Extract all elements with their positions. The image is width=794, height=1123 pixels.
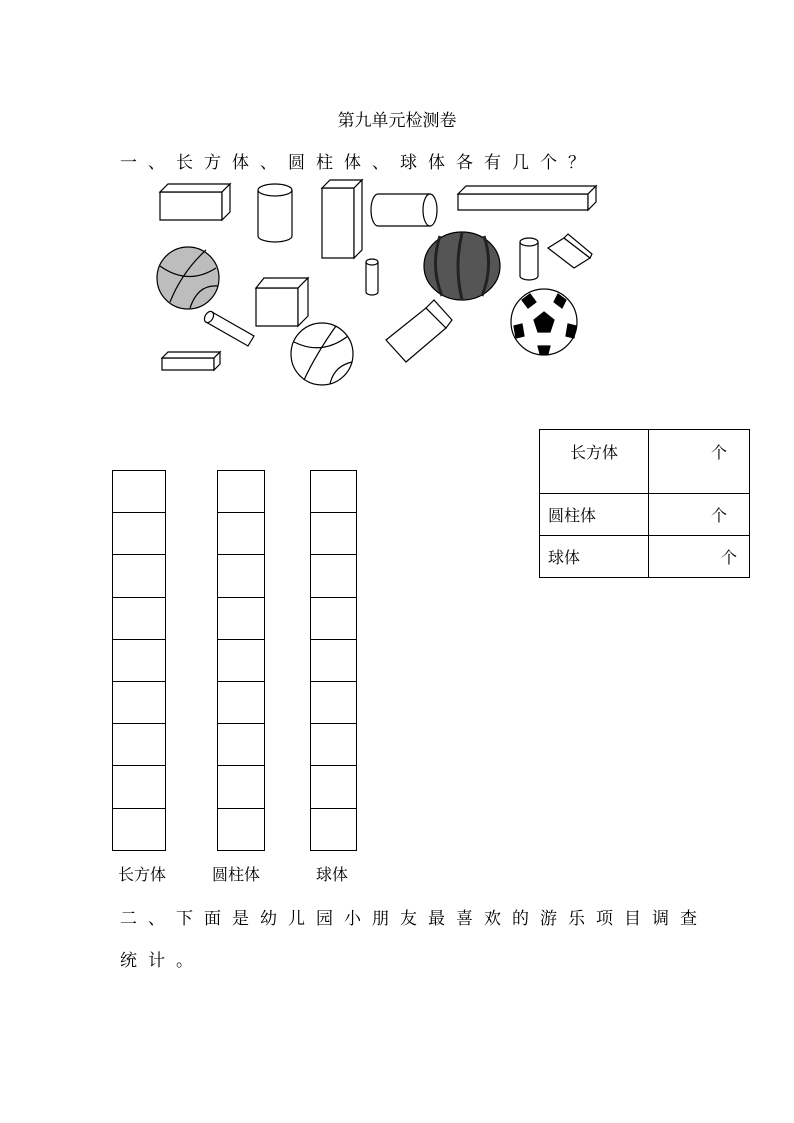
tilted-cuboid-shape <box>386 300 452 362</box>
cuboid-shape <box>160 184 230 220</box>
tally-cell[interactable] <box>311 766 356 808</box>
answer-cell[interactable] <box>649 430 750 494</box>
column-label-cuboid: 长方体 <box>118 865 167 884</box>
tally-cell[interactable] <box>311 471 356 513</box>
row-label: 圆柱体 <box>540 494 649 536</box>
answer-table <box>539 429 750 578</box>
table-row <box>540 430 750 494</box>
column-label-sphere: 球体 <box>316 865 349 884</box>
tall-cuboid-shape <box>322 180 362 258</box>
page-title: 第九单元检测卷 <box>337 111 457 131</box>
small-cylinder-shape <box>366 259 378 295</box>
unit-label: 个 <box>710 506 727 525</box>
tally-cell[interactable] <box>113 766 165 808</box>
question-1-text: 一、长方体、圆柱体、球体各有几个？ <box>120 153 596 173</box>
tally-cell[interactable] <box>311 809 356 851</box>
tally-cell[interactable] <box>218 513 264 555</box>
tally-cell[interactable] <box>113 598 165 640</box>
question-2-text: 二、下面是幼儿园小朋友最喜欢的游乐项目调查 <box>120 909 708 929</box>
soccer-ball-shape <box>511 289 577 355</box>
tally-cell[interactable] <box>311 682 356 724</box>
row-label: 长方体 <box>540 430 649 494</box>
tally-cell[interactable] <box>113 809 165 851</box>
ball-shape <box>291 323 353 385</box>
long-cuboid-shape <box>458 186 596 210</box>
shapes-illustration <box>150 176 610 386</box>
tally-cell[interactable] <box>218 766 264 808</box>
tilted-cylinder-shape <box>203 310 254 346</box>
tally-cell[interactable] <box>218 555 264 597</box>
volleyball-shape <box>157 247 219 309</box>
cylinder-shape <box>258 184 292 242</box>
table-row <box>540 536 750 578</box>
tally-cell[interactable] <box>113 555 165 597</box>
cube-shape <box>256 278 308 326</box>
cylinder-tally-column <box>217 470 265 851</box>
tally-cell[interactable] <box>218 640 264 682</box>
tally-cell[interactable] <box>218 598 264 640</box>
tally-cell[interactable] <box>311 598 356 640</box>
tally-cell[interactable] <box>113 471 165 513</box>
watermelon-shape <box>424 232 500 300</box>
horizontal-cylinder-shape <box>371 194 437 226</box>
answer-cell[interactable] <box>649 494 750 536</box>
row-label: 球体 <box>540 536 649 578</box>
small-flat-cuboid-shape <box>162 352 220 370</box>
tally-cell[interactable] <box>113 682 165 724</box>
small-cylinder-2-shape <box>520 238 538 280</box>
sphere-tally-column <box>310 470 357 851</box>
unit-label: 个 <box>710 443 727 462</box>
tally-cell[interactable] <box>311 513 356 555</box>
unit-label: 个 <box>720 548 737 567</box>
tally-cell[interactable] <box>311 724 356 766</box>
tally-cell[interactable] <box>218 682 264 724</box>
tally-cell[interactable] <box>113 640 165 682</box>
tally-cell[interactable] <box>113 724 165 766</box>
tally-cell[interactable] <box>113 513 165 555</box>
column-label-cylinder: 圆柱体 <box>212 865 261 884</box>
tally-cell[interactable] <box>311 555 356 597</box>
question-2-text-continued: 统计。 <box>120 951 204 971</box>
table-row <box>540 494 750 536</box>
tally-cell[interactable] <box>218 471 264 513</box>
tilted-small-cuboid-shape <box>548 234 592 268</box>
tally-cell[interactable] <box>311 640 356 682</box>
tally-cell[interactable] <box>218 724 264 766</box>
answer-cell[interactable] <box>649 536 750 578</box>
tally-cell[interactable] <box>218 809 264 851</box>
cuboid-tally-column <box>112 470 166 851</box>
